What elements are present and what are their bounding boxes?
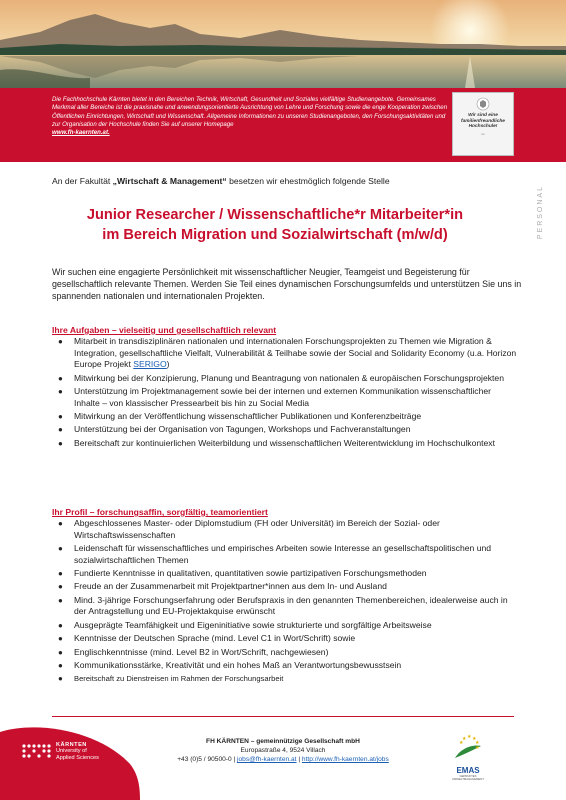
list-item xyxy=(58,411,518,423)
footer-web-link[interactable]: http://www.fh-kaernten.at/jobs xyxy=(301,756,389,764)
svg-text:★: ★ xyxy=(475,740,480,746)
task-text: Unterstützung bei der Organisation von Tagungen, Workshops und Fachveranstaltungen xyxy=(74,424,411,435)
task-text: Bereitschaft zur kontinuierlichen Weiterbildung und wissenschaftlichen Weiterentwicklung im Hochschulkontext xyxy=(74,437,495,448)
profile-text: Leidenschaft für wissenschaftliches und empirisches Arbeiten sowie Interesse an gesellschaftspolitischen und sozialwirtschaftlichen Themen xyxy=(74,542,492,565)
bullet-icon: ● xyxy=(58,660,63,670)
list-item xyxy=(58,660,518,672)
task-text: Mitarbeit in transdisziplinären nationalen und internationalen Forschungsprojekten zu Themen wie Migration & Integration, gesellschaftliche Vielfalt, Vulnerabilität & Teilhabe sowie der Social and Solidarity Economy (u.a. Horizon Europe Projekt xyxy=(74,336,517,370)
logo-line-2: University of xyxy=(56,748,87,755)
job-title-line-1: Junior Researcher / Wissenschaftliche*r Mitarbeiter*in xyxy=(86,207,464,223)
profile-text: Englischkenntnisse (mind. Level B2 in Wort/Schrift, nachgewiesen) xyxy=(74,646,329,657)
banner-description: Die Fachhochschule Kärnten bietet in den Bereichen Technik, Wirtschaft, Gesundheit und Soziales vielfältige Studienangebote. Gemeinsames Merkmal aller Bereiche ist die praxisnahe und anwendungsorientierte Ausrichtung von Lehre und Forschung sowie die enge Kooperation zwischen Öffentlichen Einrichtungen, Wirtschaft und Wissenschaft. Allgemeine Informationen zu unseren Studienangeboten, den Forschungsaktivitäten und zur Organisation der Hochschule finden Sie auf unserer Homepage xyxy=(52,96,448,128)
list-item xyxy=(58,595,518,618)
tasks-heading: Ihre Aufgaben – vielseitig und gesellschaftlich relevant xyxy=(52,325,277,335)
list-item xyxy=(58,633,518,645)
profile-text: Abgeschlossenes Master- oder Diplomstudium (FH oder Universität) im Bereich der Sozial- oder Wirtschaftswissenschaften xyxy=(74,518,440,540)
profile-list xyxy=(58,518,518,687)
bullet-icon: ● xyxy=(58,519,63,528)
footer-separator: | xyxy=(296,756,302,764)
intro-prefix: An der Fakultät xyxy=(52,176,113,186)
profile-text: Kenntnisse der Deutschen Sprache (mind. Level C1 in Wort/Schrift) sowie xyxy=(74,633,356,644)
homepage-link[interactable]: www.fh-kaernten.at. xyxy=(52,129,110,137)
bullet-icon: ● xyxy=(58,568,63,578)
bullet-icon: ● xyxy=(58,438,63,448)
family-friendly-certificate xyxy=(452,92,514,156)
bullet-icon: ● xyxy=(58,674,63,684)
profile-text: Freude an der Zusammenarbeit mit Projektpartner*innen aus dem In- und Ausland xyxy=(74,581,387,592)
svg-text:★: ★ xyxy=(467,734,472,740)
task-text-end: ) xyxy=(166,359,170,370)
svg-text:★: ★ xyxy=(472,736,477,742)
job-title-line-2: im Bereich Migration und Sozialwirtschaft (m/w/d) xyxy=(102,227,448,243)
svg-text:★: ★ xyxy=(475,745,480,751)
list-item xyxy=(58,424,518,436)
bullet-icon: ● xyxy=(58,647,63,657)
serigo-link[interactable]: SERIGO xyxy=(133,359,167,370)
list-item xyxy=(58,543,518,566)
task-text: Unterstützung im Projektmanagement sowie bei der internen und externen Kommunikation wissenschaftlicher Inhalte – von klassischer Pressearbeit bis hin zu Social Media xyxy=(74,385,492,408)
logo-name: KÄRNTEN xyxy=(56,742,87,748)
side-label: PERSONAL xyxy=(537,185,544,240)
bullet-icon: ● xyxy=(58,620,63,630)
logo-dots-icon xyxy=(22,744,52,762)
tasks-list xyxy=(58,336,518,451)
bullet-icon: ● xyxy=(58,386,63,396)
profile-text: Bereitschaft zu Dienstreisen im Rahmen der Forschungsarbeit xyxy=(74,674,284,684)
footer-divider xyxy=(52,716,514,717)
footer-separator: | xyxy=(231,756,238,764)
info-banner xyxy=(0,88,566,162)
intro-suffix: besetzen wir ehestmöglich folgende Stelle xyxy=(226,176,390,186)
lead-paragraph: Wir suchen eine engagierte Persönlichkeit mit wissenschaftlicher Neugier, Teamgeist und Begeisterung für gesellschaftlich relevante Themen. Werden Sie Teil eines dynamischen Forschungsumfelds und unterstützen Sie uns in spannenden nationalen und internationalen Projekten. xyxy=(52,267,522,301)
list-item xyxy=(58,620,518,632)
profile-heading: Ihr Profil – forschungsaffin, sorgfältig, teamorientiert xyxy=(52,507,268,517)
bullet-icon: ● xyxy=(58,425,63,435)
faculty-name: „Wirtschaft & Management“ xyxy=(112,176,227,186)
bullet-icon: ● xyxy=(58,337,63,346)
task-text: Mitwirkung an der Veröffentlichung wissenschaftlicher Publikationen und Konferenzbeiträge xyxy=(74,410,422,421)
footer-email-link[interactable]: jobs@fh-kaernten.at xyxy=(237,756,297,764)
bullet-icon: ● xyxy=(58,634,63,644)
bullet-icon: ● xyxy=(58,543,63,553)
coat-of-arms-icon xyxy=(476,97,490,111)
banner-text xyxy=(52,96,450,137)
list-item xyxy=(58,336,518,371)
profile-text: Fundierte Kenntnisse in qualitativen, quantitativen sowie partizipativen Forschungsmethoden xyxy=(74,567,427,578)
svg-text:★: ★ xyxy=(462,736,467,742)
list-item xyxy=(58,581,518,593)
list-item xyxy=(58,373,518,385)
footer-org-name: FH KÄRNTEN – gemeinnützige Gesellschaft mbH xyxy=(206,738,360,745)
logo-text xyxy=(56,742,99,761)
task-text: Mitwirkung bei der Konzipierung, Planung und Beantragung von nationalen & europäischen Forschungsprojekten xyxy=(74,372,504,383)
svg-text:★: ★ xyxy=(459,740,464,746)
emas-subtitle: GEPRÜFTES UMWELTMANAGEMENT xyxy=(452,774,484,782)
footer-phone: +43 (0)5 / 90500-0 xyxy=(177,756,232,764)
profile-text: Ausgeprägte Teamfähigkeit und Eigeninitiative sowie strukturierte und sorgfältige Arbeitsweise xyxy=(74,619,432,630)
profile-text: Mind. 3-jährige Forschungserfahrung oder Berufspraxis in den genannten Themenbereichen, idealerweise auch in der Antragstellung und EU-Projektakquise erwünscht xyxy=(74,594,508,617)
bullet-icon: ● xyxy=(58,411,63,421)
list-item xyxy=(58,673,518,685)
bullet-icon: ● xyxy=(58,582,63,592)
certificate-seal: ▭ xyxy=(481,131,485,136)
list-item xyxy=(58,647,518,659)
job-title xyxy=(40,205,510,245)
list-item xyxy=(58,518,518,541)
profile-text: Kommunikationsstärke, Kreativität und ein hohes Maß an Verantwortungsbewusstsein xyxy=(74,659,402,670)
logo-line-3: Applied Sciences xyxy=(56,754,99,761)
footer-contact xyxy=(150,737,416,765)
footer-contact-line xyxy=(150,755,416,764)
emas-logo xyxy=(446,732,490,792)
list-item xyxy=(58,386,518,409)
certificate-title: Wir sind eine familienfreundliche Hochschule! xyxy=(461,113,505,130)
bullet-icon: ● xyxy=(58,595,63,605)
list-item xyxy=(58,438,518,450)
emas-name: EMAS xyxy=(456,766,480,775)
header-landscape-image xyxy=(0,0,566,88)
intro-line xyxy=(52,176,512,186)
fh-kaernten-logo xyxy=(22,742,122,766)
list-item xyxy=(58,568,518,580)
bullet-icon: ● xyxy=(58,373,63,383)
eu-stars-icon xyxy=(453,732,483,760)
footer-address: Europastraße 4, 9524 Villach xyxy=(240,747,326,755)
